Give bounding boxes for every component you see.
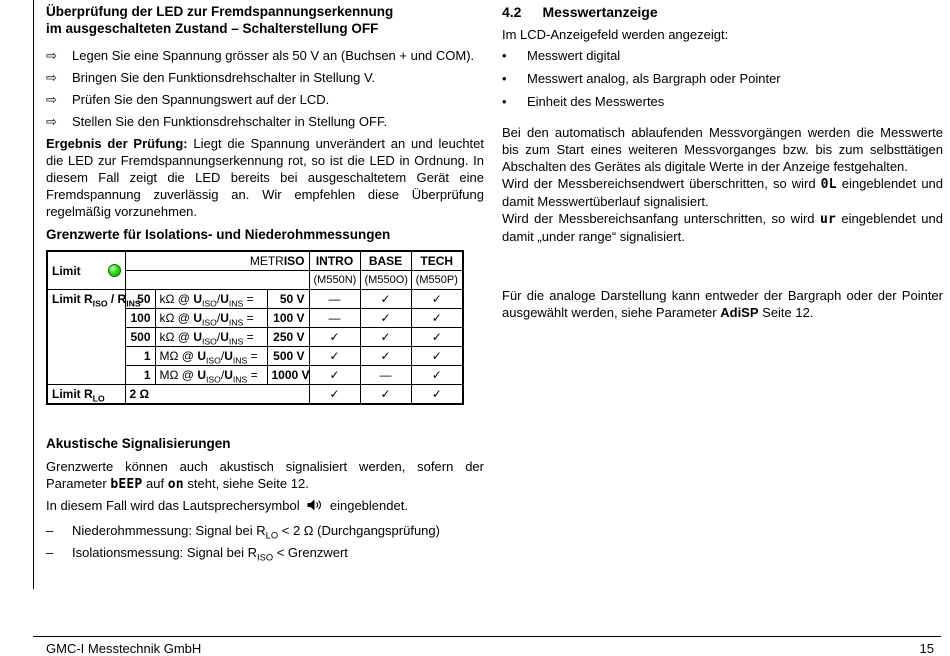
limit-value: 100 bbox=[125, 309, 155, 328]
mark-intro: ✓ bbox=[309, 347, 360, 366]
bullet-icon: • bbox=[502, 71, 507, 86]
limit-header-label: Limit bbox=[52, 263, 81, 278]
limit-voltage: 100 V bbox=[267, 309, 309, 328]
table-header-empty-cell bbox=[125, 271, 309, 290]
limit-voltage: 250 V bbox=[267, 328, 309, 347]
analog-display-paragraph: Für die analoge Darstellung kann entweder der Bargraph oder der Pointer ausgewählt werden, siehe Parameter AdiSP Seite 12. bbox=[502, 288, 943, 320]
table-header-limit-cell bbox=[47, 251, 125, 290]
mark-tech: ✓ bbox=[411, 290, 463, 309]
table-header-model-base: BASE bbox=[360, 251, 411, 271]
table-row-rlo bbox=[47, 385, 463, 405]
limit-voltage: 500 V bbox=[267, 347, 309, 366]
row-label-rlo: Limit $R_{LO}$ bbox=[47, 385, 125, 405]
dash-bullet: – bbox=[46, 523, 54, 538]
limit-voltage: 50 V bbox=[267, 290, 309, 309]
limit-condition: kΩ @ $U_{ISO}/U_{INS}$ = bbox=[155, 309, 267, 328]
list-item-text: Einheit des Messwertes bbox=[527, 94, 665, 109]
mark-base: ✓ bbox=[360, 347, 411, 366]
result-paragraph: Ergebnis der Prüfung: Liegt die Spannung unverändert an und leuchtet die LED zur Fremdspannungserkennung rot, so ist die LED in Ordnung. In diesem Fall zeigt die LED bereits bei ausgeschaltetem Gerät eine Fremdspannung zuverlässig an. Wir empfehlen diese Überprüfung regelmäßig vorzunehmen. bbox=[46, 136, 484, 219]
mark-base: ✓ bbox=[360, 309, 411, 328]
right-column bbox=[502, 0, 943, 321]
led-indicator-green bbox=[108, 264, 121, 277]
list-item bbox=[46, 47, 484, 64]
change-bar bbox=[33, 0, 34, 589]
mark-base: ✓ bbox=[360, 385, 411, 405]
arrow-bullet-icon: ⇨ bbox=[46, 48, 57, 63]
mark-tech: ✓ bbox=[411, 385, 463, 405]
mark-intro: ✓ bbox=[309, 366, 360, 385]
signal-condition-list bbox=[46, 522, 484, 561]
step-text: Stellen Sie den Funktionsdrehschalter in Stellung OFF. bbox=[72, 114, 388, 129]
section-heading-limits: Grenzwerte für Isolations- und Niederohmmessungen bbox=[46, 227, 391, 242]
arrow-bullet-icon: ⇨ bbox=[46, 92, 57, 107]
list-item bbox=[46, 69, 484, 86]
limits-table bbox=[46, 250, 464, 405]
limit-condition: kΩ @ $U_{ISO}/U_{INS}$ = bbox=[155, 328, 267, 347]
mark-tech: ✓ bbox=[411, 366, 463, 385]
overflow-paragraph: Wird der Messbereichsendwert überschritten, so wird 0L eingeblendet und damit Messwertüberlauf signalisiert. bbox=[502, 176, 944, 209]
mark-intro: — bbox=[309, 309, 360, 328]
list-item-text: Isolationsmessung: Signal bei $R_{ISO}$ < Grenzwert bbox=[72, 545, 348, 563]
list-item-text: Messwert digital bbox=[527, 48, 621, 63]
mark-base: ✓ bbox=[360, 290, 411, 309]
mark-tech: ✓ bbox=[411, 328, 463, 347]
bullet-icon: • bbox=[502, 94, 507, 109]
heading-line-2: im ausgeschalteten Zustand – Schalterstellung OFF bbox=[46, 21, 379, 36]
row-label-riso: Limit $R_{ISO} / R_{INS}$ bbox=[47, 290, 125, 385]
auto-measure-paragraph: Bei den automatisch ablaufenden Messvorgängen werden die Messwerte bis zum Start eines weiteren Messvorganges bzw. bis zum selbsttätigen Abschalten des Gerätes als digitale Werte in der Anzeige festgehalten. bbox=[502, 125, 943, 174]
page-footer bbox=[33, 636, 941, 656]
list-item-text: Niederohmmessung: Signal bei $R_{LO} < 2$ Ω (Durchgangsprüfung) bbox=[72, 523, 440, 541]
dash-bullet: – bbox=[46, 545, 54, 560]
table-header-code-base: (M550O) bbox=[360, 271, 411, 290]
list-item bbox=[502, 93, 943, 110]
table-row bbox=[47, 290, 463, 309]
section-heading-led-check bbox=[46, 3, 484, 37]
arrow-bullet-icon: ⇨ bbox=[46, 70, 57, 85]
list-item bbox=[46, 522, 484, 539]
limit-voltage: 1000 V bbox=[267, 366, 309, 385]
section-number: 4.2 bbox=[502, 4, 522, 20]
acoustic-paragraph: Grenzwerte können auch akustisch signalisiert werden, sofern der Parameter bEEP auf on steht, siehe Seite 12. bbox=[46, 459, 484, 492]
table-header-code-intro: (M550N) bbox=[309, 271, 360, 290]
step-text: Prüfen Sie den Spannungswert auf der LCD. bbox=[72, 92, 330, 107]
limit-value: 500 bbox=[125, 328, 155, 347]
table-header-code-tech: (M550P) bbox=[411, 271, 463, 290]
list-item bbox=[46, 113, 484, 130]
list-item bbox=[502, 70, 943, 87]
mark-base: ✓ bbox=[360, 328, 411, 347]
table-header-model-tech: TECH bbox=[411, 251, 463, 271]
mark-intro: ✓ bbox=[309, 385, 360, 405]
speaker-sentence-suffix: eingeblendet. bbox=[329, 498, 408, 513]
limit-value: 1 bbox=[125, 366, 155, 385]
table-header-model-intro: INTRO bbox=[309, 251, 360, 271]
list-item bbox=[46, 91, 484, 108]
section-heading-acoustic: Akustische Signalisierungen bbox=[46, 436, 231, 451]
arrow-bullet-icon: ⇨ bbox=[46, 114, 57, 129]
underrange-paragraph: Wird der Messbereichsanfang unterschritten, so wird ur eingeblendet und damit „under range“ signalisiert. bbox=[502, 211, 943, 244]
bullet-icon: • bbox=[502, 48, 507, 63]
intro-paragraph: Im LCD-Anzeigefeld werden angezeigt: bbox=[502, 27, 729, 42]
mark-intro: — bbox=[309, 290, 360, 309]
mark-tech: ✓ bbox=[411, 347, 463, 366]
mark-intro: ✓ bbox=[309, 328, 360, 347]
table-header-family: METRISO bbox=[125, 251, 309, 271]
footer-company: GMC-I Messtechnik GmbH bbox=[46, 641, 202, 656]
speaker-icon bbox=[307, 499, 322, 511]
mark-tech: ✓ bbox=[411, 309, 463, 328]
limit-value: 50 bbox=[125, 290, 155, 309]
limit-condition: MΩ @ $U_{ISO}/U_{INS}$ = bbox=[155, 347, 267, 366]
rlo-limit-value: 2 Ω bbox=[125, 385, 309, 405]
mark-base: — bbox=[360, 366, 411, 385]
limit-condition: kΩ @ $U_{ISO}/U_{INS}$ = bbox=[155, 290, 267, 309]
limit-value: 1 bbox=[125, 347, 155, 366]
list-item-text: Messwert analog, als Bargraph oder Pointer bbox=[527, 71, 781, 86]
limit-condition: MΩ @ $U_{ISO}/U_{INS}$ = bbox=[155, 366, 267, 385]
speaker-sentence bbox=[46, 497, 484, 514]
speaker-sentence-prefix: In diesem Fall wird das Lautsprechersymbol bbox=[46, 498, 300, 513]
table-header-row-1 bbox=[47, 251, 463, 271]
section-title: Messwertanzeige bbox=[542, 4, 658, 20]
list-item bbox=[46, 544, 484, 561]
footer-page-number: 15 bbox=[919, 641, 934, 656]
lcd-display-list bbox=[502, 47, 943, 110]
heading-line-1: Überprüfung der LED zur Fremdspannungserkennung bbox=[46, 4, 394, 19]
left-column bbox=[46, 0, 484, 566]
section-heading-4-2 bbox=[502, 4, 943, 21]
list-item bbox=[502, 47, 943, 64]
procedure-step-list bbox=[46, 47, 484, 130]
step-text: Legen Sie eine Spannung grösser als 50 V an (Buchsen + und COM). bbox=[72, 48, 475, 63]
step-text: Bringen Sie den Funktionsdrehschalter in Stellung V. bbox=[72, 70, 376, 85]
